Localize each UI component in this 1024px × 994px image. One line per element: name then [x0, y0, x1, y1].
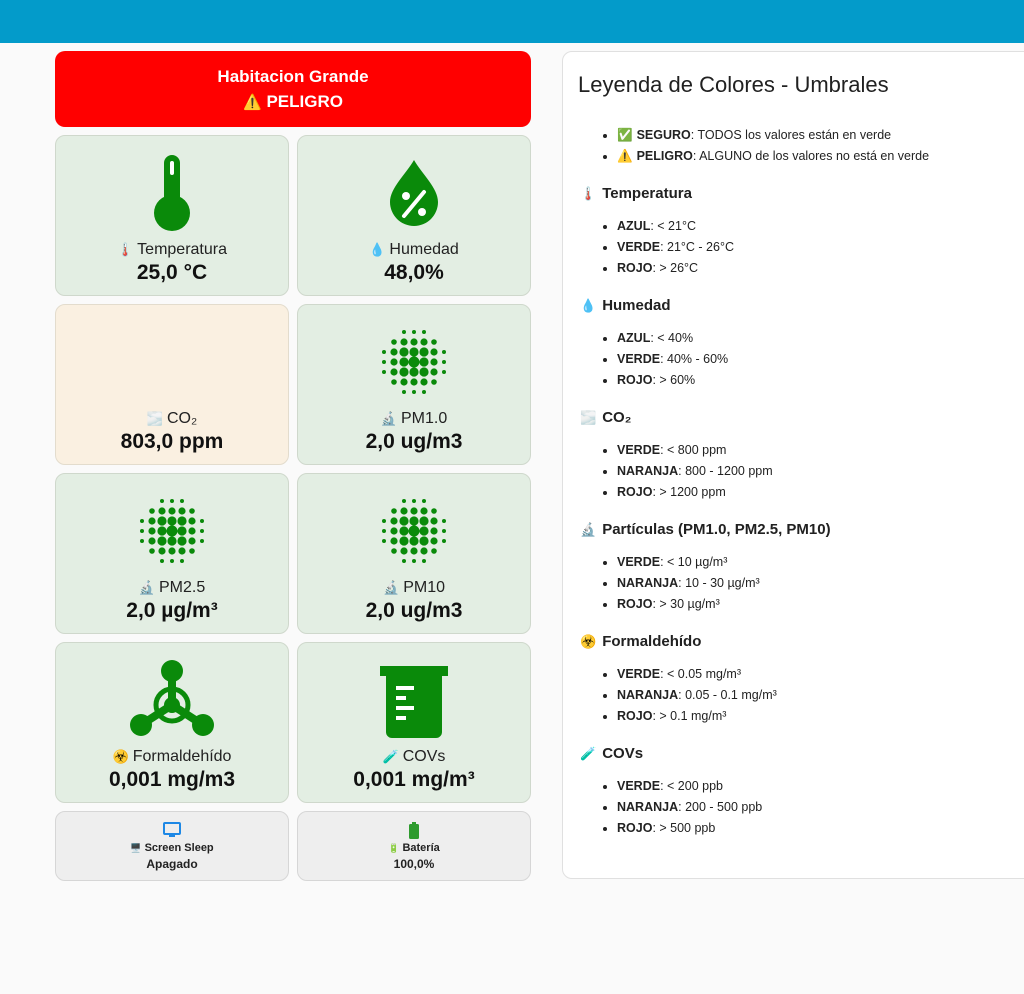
threshold-label: AZUL — [617, 219, 651, 233]
particle-dot — [430, 348, 437, 355]
particle-dot — [390, 348, 397, 355]
sensor-emoji: 🔬 — [383, 580, 400, 595]
threshold-text: : 0.05 - 0.1 mg/m³ — [678, 688, 777, 702]
sensor-value: 0,001 mg/m³ — [353, 768, 475, 791]
sensor-value: 2,0 ug/m3 — [365, 430, 463, 453]
particle-dot — [399, 526, 408, 535]
threshold-label: NARANJA — [617, 464, 679, 478]
threshold-label: VERDE — [617, 443, 661, 457]
status-name: Screen Sleep — [144, 842, 214, 854]
particles-icon — [298, 488, 530, 574]
sensor-name: Humedad — [389, 241, 459, 258]
threshold-text: : 800 - 1200 ppm — [678, 464, 773, 478]
particle-dot — [412, 330, 416, 334]
particle-dot — [412, 499, 416, 503]
legend-text: : TODOS los valores están en verde — [690, 128, 892, 142]
legend-panel — [562, 51, 1024, 879]
room-status-banner[interactable] — [55, 51, 531, 127]
particle-dot — [420, 338, 427, 345]
particle-dot — [382, 360, 386, 364]
threshold-label: ROJO — [617, 709, 653, 723]
legend-general-item — [617, 125, 1024, 146]
particle-dot — [430, 368, 437, 375]
legend-section-title — [580, 409, 1024, 426]
legend-section-title — [580, 745, 1024, 762]
particle-dot — [157, 516, 166, 525]
particle-dot — [442, 350, 446, 354]
threshold-label: ROJO — [617, 485, 653, 499]
threshold-label: ROJO — [617, 373, 653, 387]
sensor-emoji: 💧 — [369, 242, 386, 257]
sensor-card-co2[interactable] — [55, 304, 289, 465]
particle-dot — [419, 526, 428, 535]
sensor-value: 25,0 °C — [136, 261, 208, 284]
sensor-card-humedad[interactable] — [297, 135, 531, 296]
sensor-emoji: 🧪 — [382, 749, 399, 764]
particle-dot — [399, 367, 408, 376]
status-value: Apagado — [146, 857, 198, 871]
threshold-label: VERDE — [617, 667, 661, 681]
sensor-card-pm10[interactable] — [297, 473, 531, 634]
particle-dot — [422, 390, 426, 394]
threshold-label: NARANJA — [617, 688, 679, 702]
particles-icon — [56, 488, 288, 574]
particle-dot — [157, 526, 166, 535]
particle-dot — [160, 499, 164, 503]
particle-dot — [167, 526, 178, 537]
particle-dot — [390, 537, 397, 544]
particle-dot — [422, 559, 426, 563]
legend-general-item — [617, 146, 1024, 167]
particle-dot — [399, 536, 408, 545]
status-emoji: 🖥️ — [130, 843, 142, 853]
particle-dot — [442, 539, 446, 543]
threshold-text: : > 30 µg/m³ — [652, 597, 720, 611]
particle-dot — [170, 559, 174, 563]
threshold-label: VERDE — [617, 352, 661, 366]
particle-dot — [410, 547, 417, 554]
threshold-text: : 10 - 30 µg/m³ — [678, 576, 760, 590]
section-emoji: 🌡️ — [580, 186, 597, 201]
particle-dot — [410, 378, 417, 385]
legend-section-title — [580, 633, 1024, 650]
legend-text: : ALGUNO de los valores no está en verde — [692, 149, 930, 163]
particle-dot — [409, 357, 420, 368]
threshold-text: : < 10 µg/m³ — [660, 555, 728, 569]
sensor-value: 2,0 µg/m³ — [126, 599, 218, 622]
particle-dot — [431, 379, 437, 385]
particle-dot — [390, 368, 397, 375]
particle-dot — [177, 516, 186, 525]
particle-dot — [148, 537, 155, 544]
section-emoji: 🌫️ — [580, 410, 597, 425]
particle-dot — [419, 367, 428, 376]
particle-dot — [167, 516, 176, 525]
humidity-drop-icon — [298, 150, 530, 236]
particle-dot — [188, 527, 195, 534]
particle-dot — [400, 547, 407, 554]
legend-threshold-list — [578, 440, 1024, 503]
particle-dot — [390, 527, 397, 534]
particle-dot — [399, 347, 408, 356]
legend-threshold-list — [578, 776, 1024, 839]
room-title: Habitacion Grande — [217, 67, 369, 86]
sensor-card-formaldehido[interactable] — [55, 642, 289, 803]
molecule-icon — [56, 657, 288, 743]
section-emoji: 🧪 — [580, 746, 597, 761]
sensor-name: CO₂ — [166, 410, 198, 427]
status-value: 100,0% — [393, 857, 435, 871]
particle-dot — [157, 536, 166, 545]
section-emoji: 💧 — [580, 298, 597, 313]
dashboard-left-column — [55, 51, 531, 881]
thermometer-icon — [56, 150, 288, 236]
sensor-emoji: 🔬 — [380, 411, 397, 426]
threshold-label: ROJO — [617, 821, 653, 835]
threshold-label: VERDE — [617, 555, 661, 569]
monitor-icon — [56, 822, 288, 840]
threshold-text: : 200 - 500 ppb — [678, 800, 763, 814]
section-title-text: Temperatura — [602, 185, 692, 202]
particle-dot — [148, 527, 155, 534]
particle-dot — [177, 536, 186, 545]
status-name: Batería — [402, 842, 440, 854]
particle-dot — [391, 379, 397, 385]
particle-dot — [409, 367, 418, 376]
particle-dot — [420, 507, 427, 514]
particle-dot — [178, 547, 185, 554]
legend-threshold-item — [617, 461, 1024, 482]
particle-dot — [420, 378, 427, 385]
particle-dot — [419, 347, 428, 356]
particle-dot — [382, 529, 386, 533]
legend-title: Leyenda de Colores - Umbrales — [578, 72, 889, 97]
sensor-emoji: 🌡️ — [116, 242, 134, 257]
legend-general-list — [578, 125, 1024, 167]
particle-dot — [430, 537, 437, 544]
threshold-text: : > 26°C — [652, 261, 699, 275]
status-card-bateria[interactable] — [297, 811, 531, 881]
particle-dot — [410, 338, 417, 345]
threshold-label: ROJO — [617, 261, 653, 275]
particle-dot — [200, 519, 204, 523]
battery-icon — [298, 822, 530, 840]
app-header-bar — [0, 0, 1024, 43]
legend-threshold-item — [617, 328, 1024, 349]
particle-dot — [140, 529, 144, 533]
threshold-text: : > 60% — [652, 373, 696, 387]
sensor-name: Temperatura — [137, 241, 227, 258]
section-emoji: ☣️ — [580, 634, 597, 649]
sensor-emoji: ☣️ — [112, 749, 129, 764]
legend-threshold-item — [617, 370, 1024, 391]
threshold-label: ROJO — [617, 597, 653, 611]
sensor-card-covs[interactable] — [297, 642, 531, 803]
sensor-value: 2,0 ug/m3 — [365, 599, 463, 622]
particle-dot — [177, 526, 186, 535]
legend-threshold-item — [617, 482, 1024, 503]
legend-threshold-item — [617, 552, 1024, 573]
particle-dot — [422, 499, 426, 503]
particle-dot — [419, 357, 428, 366]
particle-dot — [200, 529, 204, 533]
particle-dot — [391, 548, 397, 554]
sensor-card-pm25[interactable] — [55, 473, 289, 634]
particle-dot — [200, 539, 204, 543]
threshold-label: NARANJA — [617, 800, 679, 814]
legend-threshold-item — [617, 664, 1024, 685]
threshold-text: : < 40% — [650, 331, 694, 345]
particle-dot — [400, 378, 407, 385]
legend-section-title — [580, 521, 1024, 538]
status-emoji: 🔋 — [388, 843, 400, 853]
threshold-label: VERDE — [617, 779, 661, 793]
room-status — [55, 89, 531, 115]
legend-threshold-item — [617, 258, 1024, 279]
particle-dot — [390, 358, 397, 365]
particle-dot — [419, 516, 428, 525]
particle-dot — [149, 548, 155, 554]
particle-dot — [140, 519, 144, 523]
beaker-icon — [298, 657, 530, 743]
legend-threshold-item — [617, 818, 1024, 839]
sensor-value: 0,001 mg/m3 — [108, 768, 236, 791]
particle-dot — [409, 526, 420, 537]
legend-threshold-item — [617, 594, 1024, 615]
particle-dot — [168, 507, 175, 514]
particle-dot — [431, 548, 437, 554]
threshold-text: : < 200 ppb — [660, 779, 723, 793]
particles-icon — [298, 319, 530, 405]
particle-dot — [402, 559, 406, 563]
particle-dot — [409, 516, 418, 525]
particle-dot — [188, 537, 195, 544]
particle-dot — [160, 559, 164, 563]
particle-dot — [400, 507, 407, 514]
particle-dot — [158, 547, 165, 554]
sensor-name: PM10 — [403, 579, 445, 596]
legend-threshold-list — [578, 664, 1024, 727]
particle-dot — [382, 519, 386, 523]
threshold-label: NARANJA — [617, 576, 679, 590]
legend-threshold-item — [617, 797, 1024, 818]
particle-dot — [442, 529, 446, 533]
particle-dot — [382, 350, 386, 354]
particle-dot — [442, 360, 446, 364]
particle-dot — [149, 508, 155, 514]
particle-dot — [180, 499, 184, 503]
particle-dot — [431, 339, 437, 345]
particle-dot — [189, 548, 195, 554]
particle-dot — [409, 536, 418, 545]
particle-dot — [390, 517, 397, 524]
particle-dot — [422, 330, 426, 334]
sensor-emoji: 🔬 — [138, 580, 155, 595]
particle-dot — [400, 338, 407, 345]
section-title-text: Partículas (PM1.0, PM2.5, PM10) — [602, 521, 831, 538]
sensor-name: PM2.5 — [158, 579, 206, 596]
legend-threshold-list — [578, 216, 1024, 279]
particle-dot — [168, 547, 175, 554]
threshold-text: : > 500 ppb — [652, 821, 716, 835]
particle-dot — [158, 507, 165, 514]
section-title-text: Humedad — [602, 297, 671, 314]
legend-threshold-item — [617, 573, 1024, 594]
particle-dot — [419, 536, 428, 545]
section-title-text: Formaldehído — [602, 633, 702, 650]
section-title-text: COVs — [602, 745, 644, 762]
particle-dot — [178, 507, 185, 514]
particle-dot — [431, 508, 437, 514]
particle-dot — [170, 499, 174, 503]
room-status-label: PELIGRO — [266, 92, 343, 111]
sensor-value: 48,0% — [384, 261, 444, 284]
particle-dot — [399, 357, 408, 366]
threshold-text: : 40% - 60% — [660, 352, 729, 366]
sensor-card-pm1[interactable] — [297, 304, 531, 465]
threshold-text: : < 21°C — [650, 219, 696, 233]
legend-threshold-item — [617, 440, 1024, 461]
legend-threshold-item — [617, 216, 1024, 237]
legend-threshold-item — [617, 237, 1024, 258]
threshold-label: AZUL — [617, 331, 651, 345]
legend-threshold-item — [617, 776, 1024, 797]
legend-section-title — [580, 185, 1024, 202]
sensor-name: COVs — [402, 748, 446, 765]
sensor-emoji: 🌫️ — [146, 411, 163, 426]
section-emoji: 🔬 — [580, 522, 597, 537]
particle-dot — [148, 517, 155, 524]
legend-threshold-list — [578, 552, 1024, 615]
legend-section-title — [580, 297, 1024, 314]
legend-threshold-item — [617, 706, 1024, 727]
check-icon: ✅ — [617, 128, 633, 142]
legend-threshold-list — [578, 328, 1024, 391]
threshold-text: : > 1200 ppm — [652, 485, 726, 499]
threshold-text: : < 800 ppm — [660, 443, 727, 457]
particle-dot — [402, 390, 406, 394]
particle-dot — [402, 330, 406, 334]
particle-dot — [430, 527, 437, 534]
sensor-card-temperatura[interactable] — [55, 135, 289, 296]
particle-dot — [167, 536, 176, 545]
section-title-text: CO₂ — [602, 409, 632, 426]
particle-dot — [399, 516, 408, 525]
particle-dot — [412, 559, 416, 563]
legend-threshold-item — [617, 349, 1024, 370]
particle-dot — [189, 508, 195, 514]
particle-dot — [188, 517, 195, 524]
sensor-name: Formaldehído — [132, 748, 232, 765]
sensor-grid — [55, 135, 531, 881]
particle-dot — [140, 539, 144, 543]
particle-dot — [442, 519, 446, 523]
particle-dot — [402, 499, 406, 503]
warning-icon: ⚠️ — [243, 94, 262, 111]
particle-dot — [420, 547, 427, 554]
sensor-value: 803,0 ppm — [120, 430, 224, 453]
legend-label: PELIGRO — [636, 149, 693, 163]
threshold-label: VERDE — [617, 240, 661, 254]
particle-dot — [442, 370, 446, 374]
threshold-text: : 21°C - 26°C — [660, 240, 734, 254]
particle-dot — [382, 539, 386, 543]
particle-dot — [430, 517, 437, 524]
particle-dot — [430, 358, 437, 365]
particle-dot — [409, 347, 418, 356]
sensor-name: PM1.0 — [400, 410, 448, 427]
legend-label: SEGURO — [636, 128, 691, 142]
particle-dot — [180, 559, 184, 563]
particle-dot — [391, 508, 397, 514]
legend-sections — [578, 185, 1024, 839]
particle-dot — [391, 339, 397, 345]
status-card-screen-sleep[interactable] — [55, 811, 289, 881]
particle-dot — [412, 390, 416, 394]
warning-icon: ⚠️ — [617, 149, 633, 163]
threshold-text: : > 0.1 mg/m³ — [652, 709, 727, 723]
particle-dot — [410, 507, 417, 514]
threshold-text: : < 0.05 mg/m³ — [660, 667, 742, 681]
particle-dot — [382, 370, 386, 374]
legend-threshold-item — [617, 685, 1024, 706]
